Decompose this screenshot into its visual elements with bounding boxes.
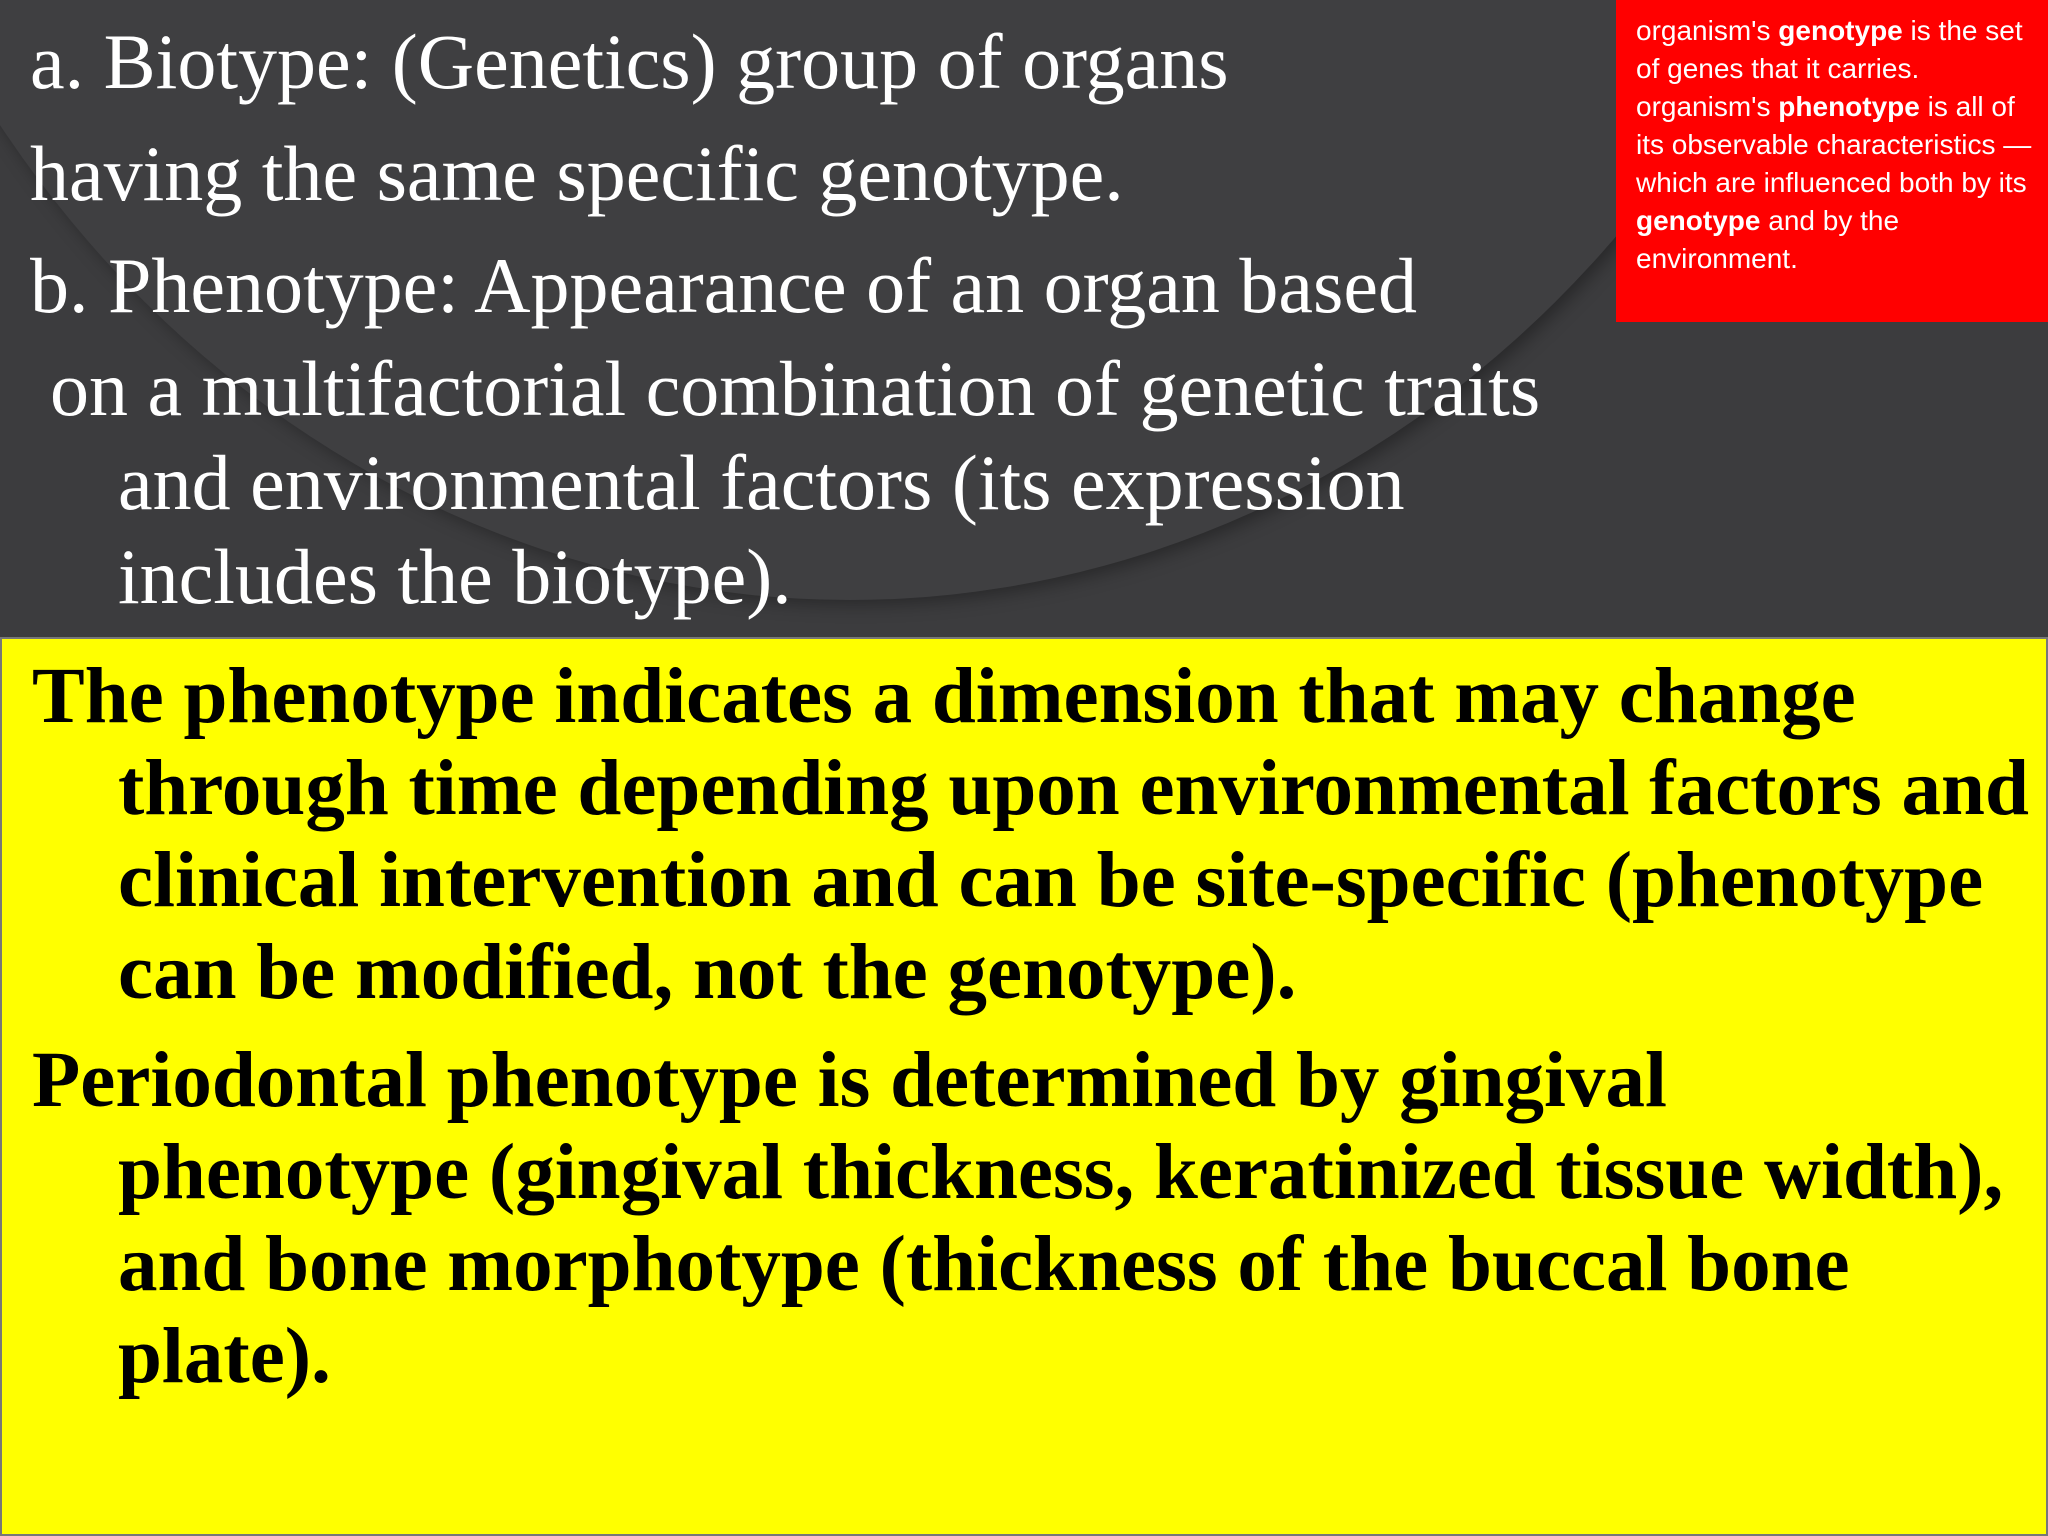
note-genotype-term-2: genotype [1636,205,1761,236]
periodontal-phenotype-paragraph: Periodontal phenotype is determined by gingival phenotype (gingival thickness, keratinized tissue width), and bone morphotype (thickness of the buccal bone plate). [32,1037,2004,1400]
note-phenotype-term: phenotype [1778,91,1920,122]
note-text-1: organism's [1636,15,1779,46]
note-text-3: is all of its observable characteristics — which are influenced both by its [1636,91,2032,198]
definitions-block [30,6,1610,624]
note-text-4: and by the environment. [1636,205,1900,274]
highlight-box [0,637,2048,1536]
biotype-line-2: having the same specific genotype. [30,130,1124,217]
phenotype-line-1: b. Phenotype: Appearance of an organ based [30,242,1417,329]
phenotype-dimension-paragraph: The phenotype indicates a dimension that may change through time depending upon environmental factors and clinical intervention and can be site-specific (phenotype can be modified, not the genotype). [32,653,2029,1016]
note-genotype-term: genotype [1778,15,1903,46]
biotype-line-1: a. Biotype: (Genetics) group of organs [30,18,1229,105]
phenotype-continuation: on a multifactorial combination of genetic traits and environmental factors (its expression includes the biotype). [50,345,1541,620]
note-text-2: is the set of genes that it carries. organism's [1636,15,2023,122]
genotype-note-box [1616,0,2048,322]
